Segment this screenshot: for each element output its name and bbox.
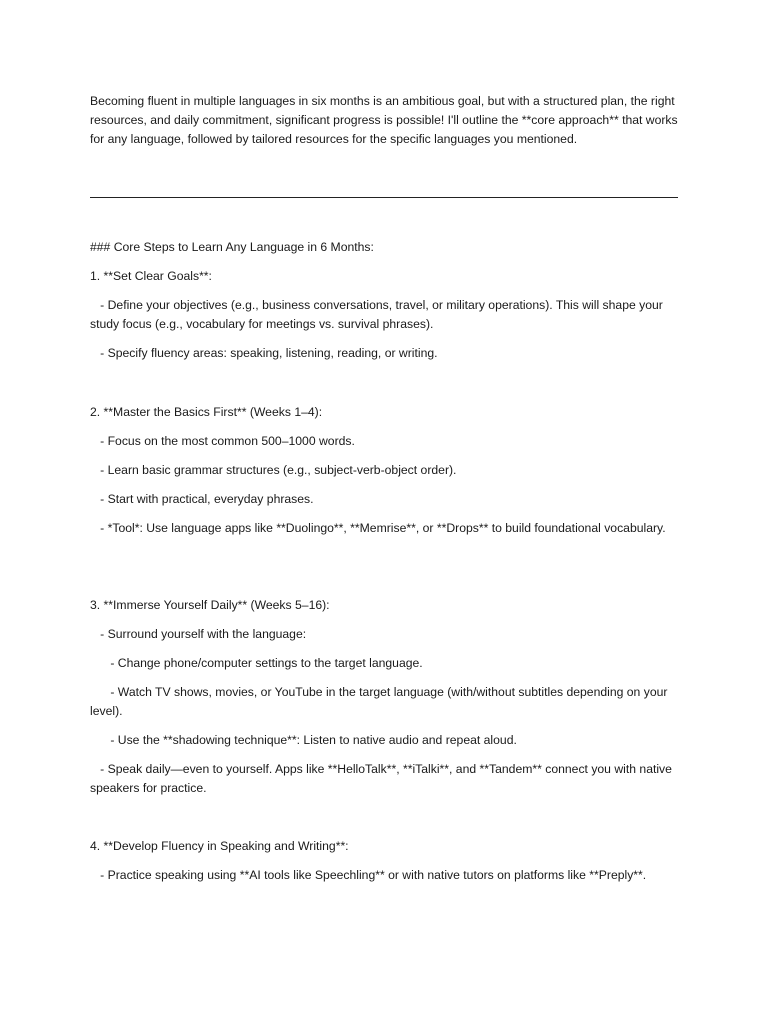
step-4-item: - Practice speaking using **AI tools like Speechling** or with native tutors on platforms like **Preply**. [90,868,647,882]
intro-paragraph: Becoming fluent in multiple languages in six months is an ambitious goal, but with a structured plan, the right resources, and daily commitment, significant progress is possible! I'll outline the **core approach** that works for any language, followed by tailored resources for the specific languages you mentioned. [90,94,681,146]
step-1-item: - Define your objectives (e.g., business conversations, travel, or military operations). This will shape your study focus (e.g., vocabulary for meetings vs. survival phrases). [90,298,667,331]
step-1-item: - Specify fluency areas: speaking, listening, reading, or writing. [90,346,438,360]
step-2-item: - Learn basic grammar structures (e.g., subject-verb-object order). [90,463,457,477]
section-heading: ### Core Steps to Learn Any Language in 6 Months: [90,240,374,254]
step-3-item: - Speak daily—even to yourself. Apps like **HelloTalk**, **iTalki**, and **Tandem** connect you with native speakers for practice. [90,762,676,795]
step-3-item: - Surround yourself with the language: [90,627,307,641]
step-2-item: - *Tool*: Use language apps like **Duolingo**, **Memrise**, or **Drops** to build foundational vocabulary. [90,521,666,535]
step-2-item: - Focus on the most common 500–1000 words. [90,434,355,448]
step-3-item: - Use the **shadowing technique**: Listen to native audio and repeat aloud. [90,733,517,747]
step-2-title: 2. **Master the Basics First** (Weeks 1–4): [90,405,323,419]
step-3-title: 3. **Immerse Yourself Daily** (Weeks 5–16): [90,598,330,612]
step-3-item: - Watch TV shows, movies, or YouTube in the target language (with/without subtitles depending on your level). [90,685,671,718]
step-4-title: 4. **Develop Fluency in Speaking and Writing**: [90,839,349,853]
step-1-title: 1. **Set Clear Goals**: [90,269,212,283]
step-3-item: - Change phone/computer settings to the target language. [90,656,423,670]
step-2-item: - Start with practical, everyday phrases. [90,492,314,506]
horizontal-rule [90,197,678,198]
